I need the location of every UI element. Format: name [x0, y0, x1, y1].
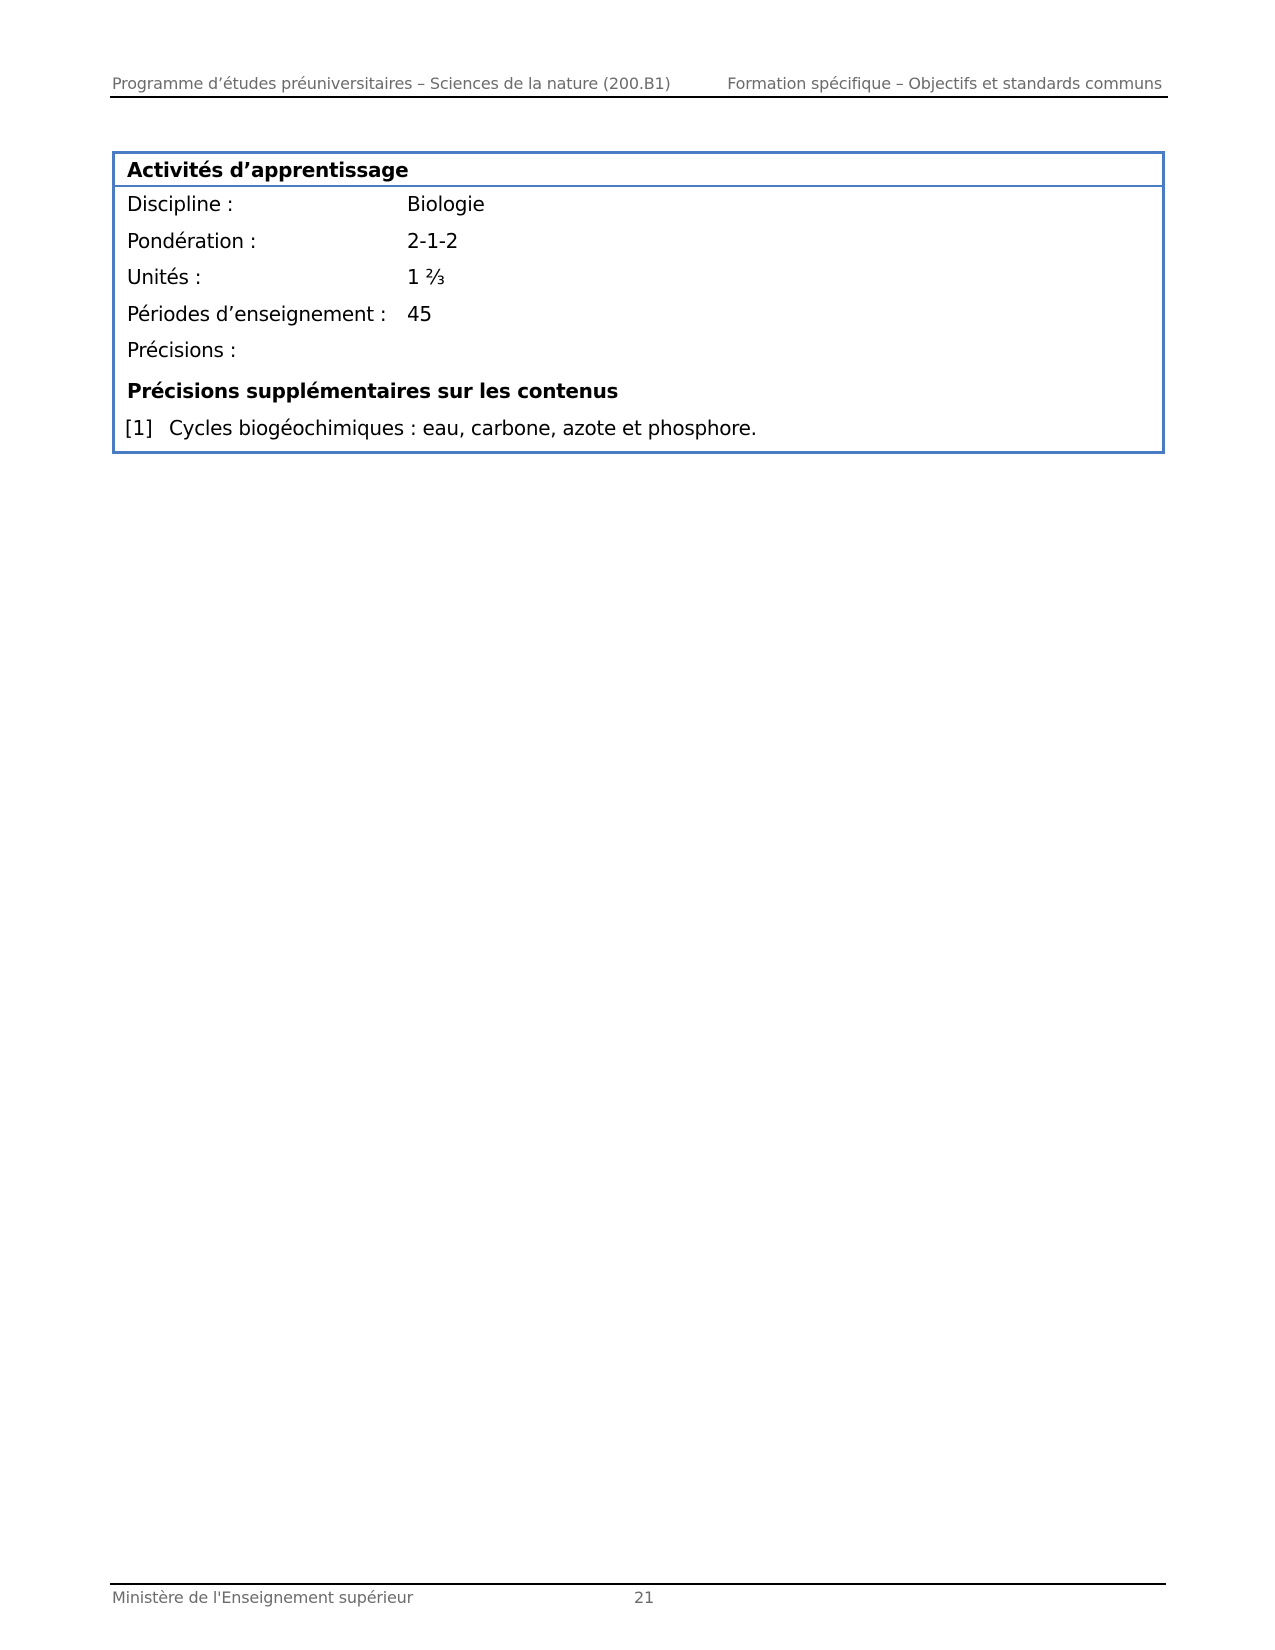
discipline-row: [115, 187, 1162, 224]
discipline-label: Discipline :: [127, 192, 234, 216]
precisions-label: Précisions :: [127, 338, 237, 362]
page-header: [110, 70, 1168, 98]
discipline-value: Biologie: [407, 192, 485, 216]
content-note: [125, 416, 757, 440]
weighting-value: 2-1-2: [407, 228, 459, 253]
header-program-title: Programme d’études préuniversitaires – Sciences de la nature (200.B1): [112, 74, 671, 93]
units-label: Unités :: [127, 265, 202, 289]
learning-activities-title: Activités d’apprentissage: [115, 154, 1162, 187]
teaching-periods-row: [115, 297, 1162, 334]
page-footer: [110, 1583, 1166, 1611]
page-number: 21: [634, 1588, 654, 1607]
additional-precisions-heading: Précisions supplémentaires sur les contenus: [127, 379, 619, 403]
teaching-periods-label: Périodes d’enseignement :: [127, 301, 387, 326]
footer-ministry: Ministère de l'Enseignement supérieur: [112, 1588, 413, 1607]
precisions-row: [115, 333, 1162, 370]
units-value: 1 ⅔: [407, 265, 445, 289]
weighting-label: Pondération :: [127, 228, 257, 253]
note-text: Cycles biogéochimiques : eau, carbone, azote et phosphore.: [169, 416, 757, 440]
units-row: [115, 260, 1162, 297]
header-section-title: Formation spécifique – Objectifs et standards communs: [727, 74, 1162, 93]
weighting-row: [115, 224, 1162, 261]
note-number: [1]: [125, 416, 153, 440]
teaching-periods-value: 45: [407, 301, 432, 326]
learning-activities-box: [112, 151, 1165, 454]
